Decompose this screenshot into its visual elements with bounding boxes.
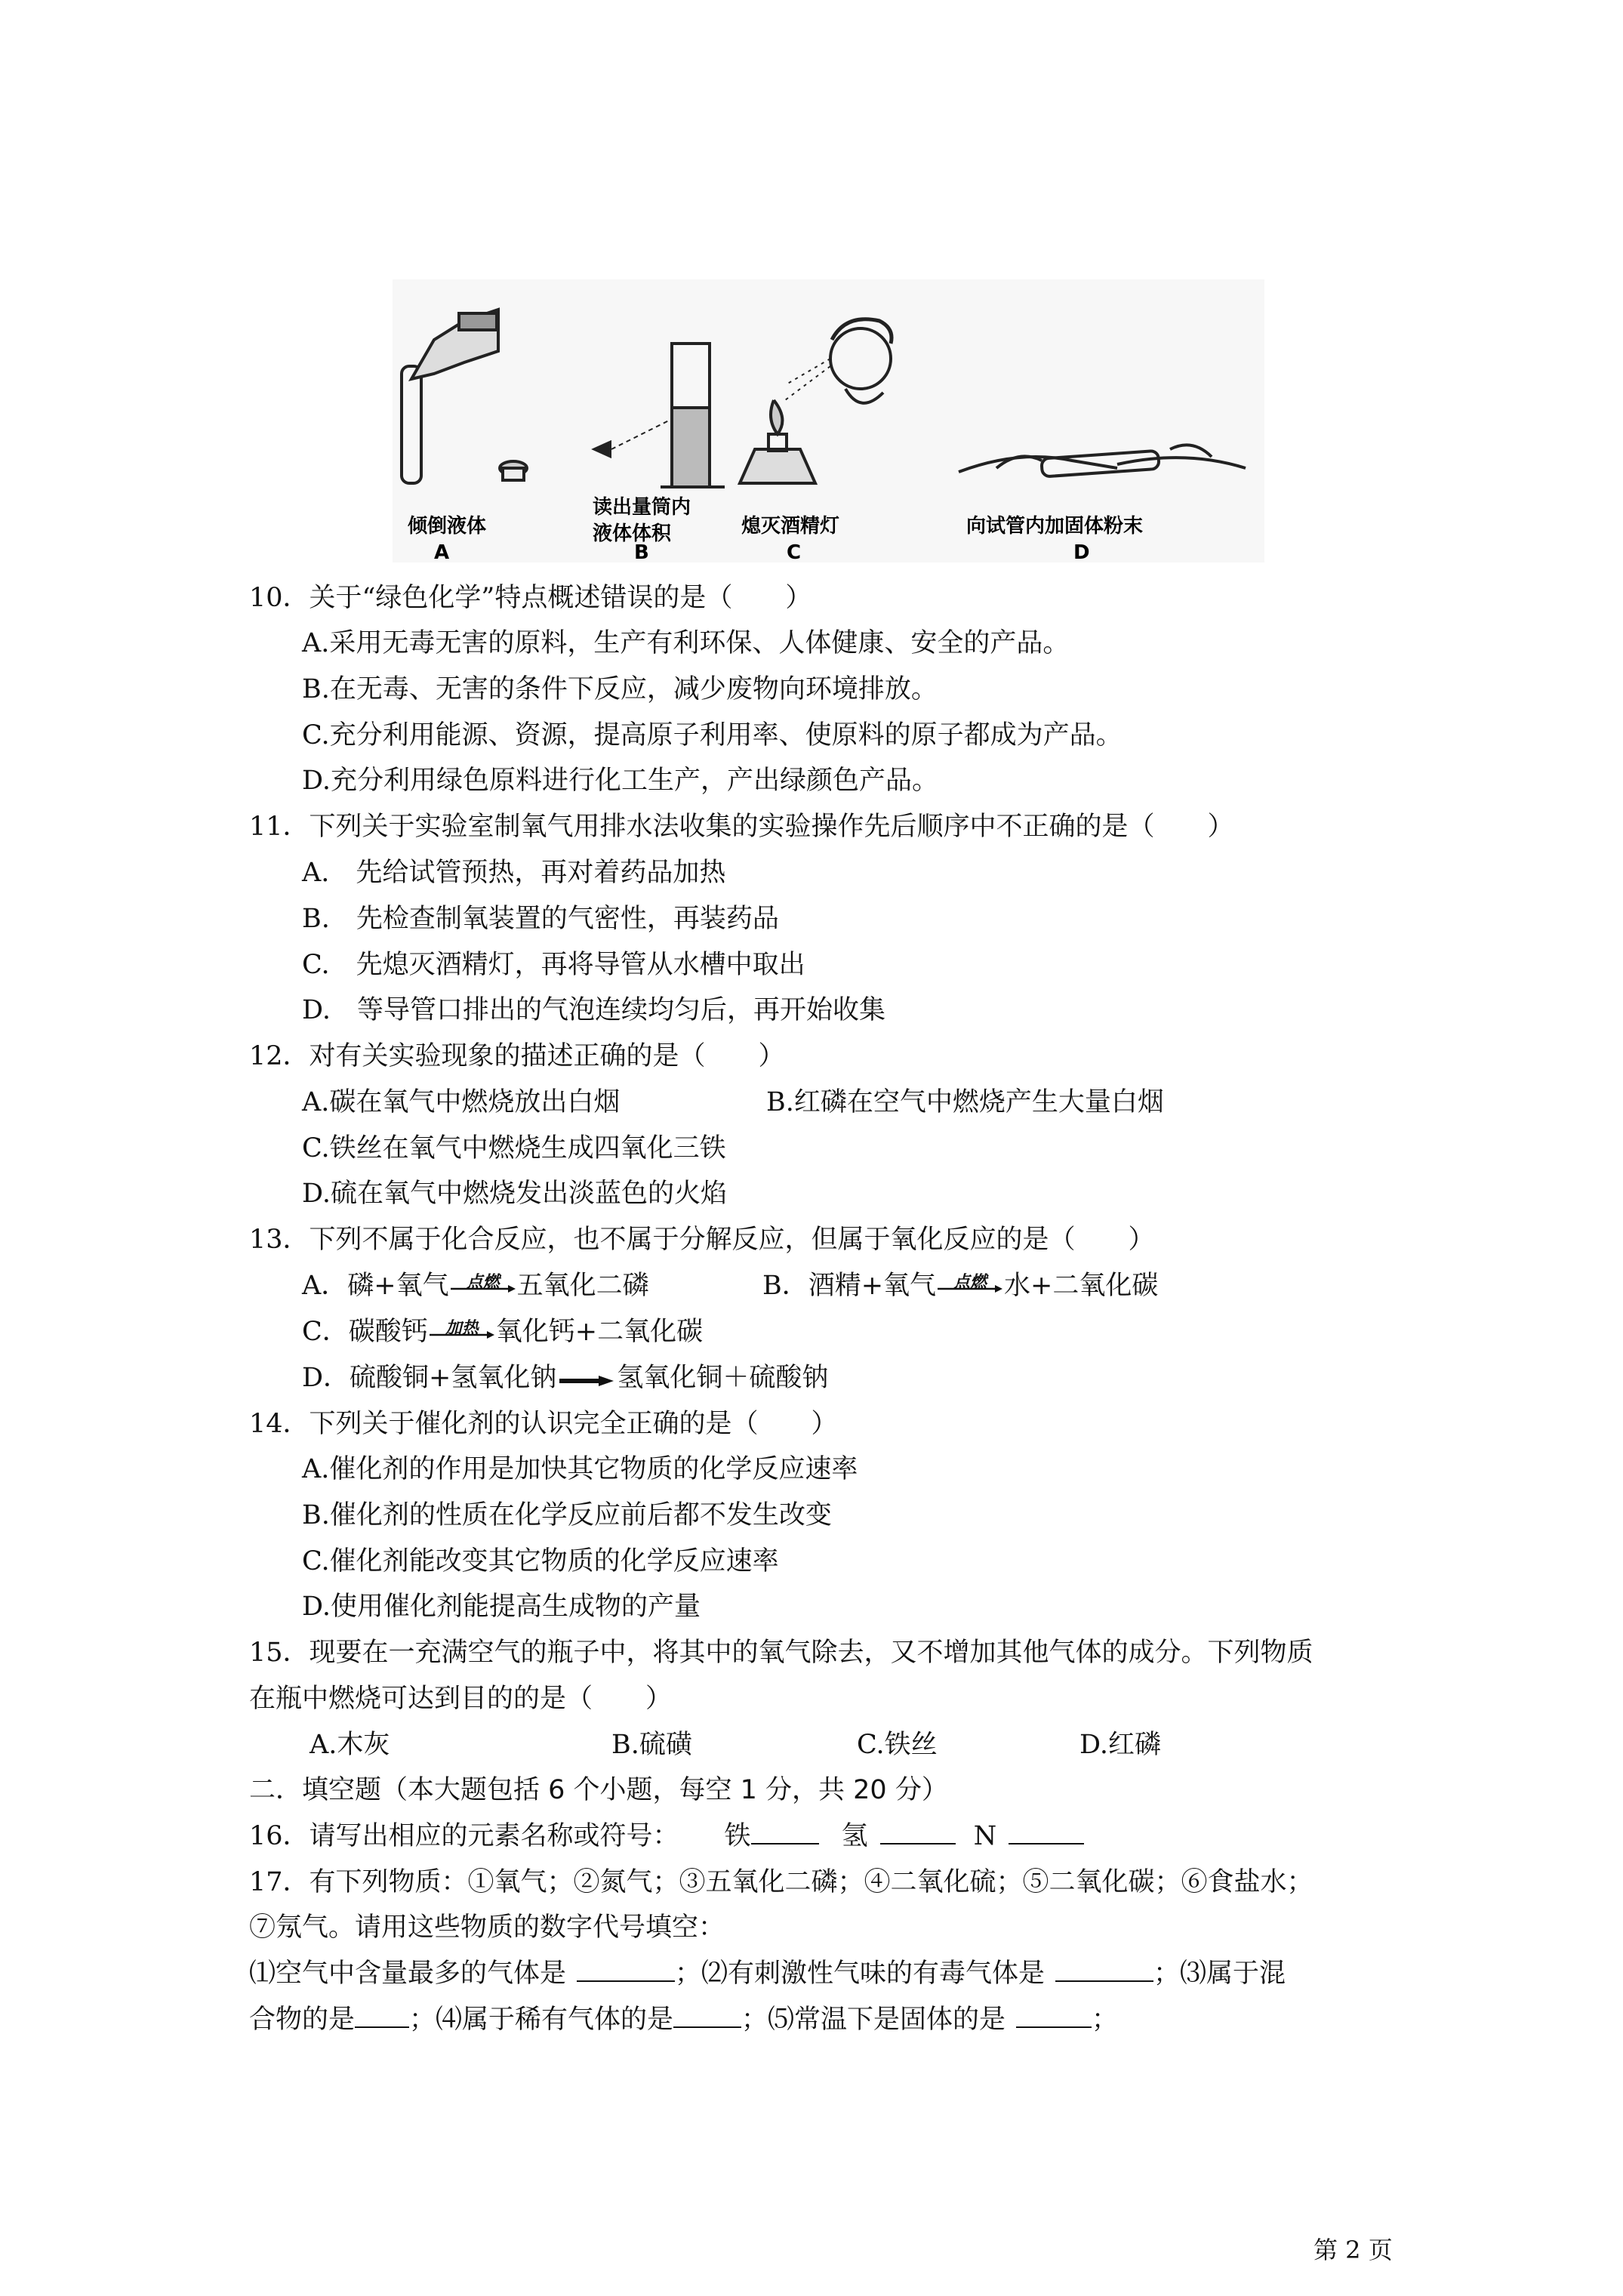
label-b-letter: B <box>634 541 649 562</box>
q13-a-products: 五氧化二磷 <box>516 1271 649 1301</box>
q13-b-products: 水+二氧化碳 <box>1004 1271 1159 1301</box>
q15-option-a: A.木灰 <box>310 1730 390 1760</box>
q17-blank-1[interactable] <box>577 1958 675 1982</box>
q12-option-c: C.铁丝在氧气中燃烧生成四氧化三铁 <box>302 1133 726 1163</box>
q16-blank-3[interactable] <box>1009 1820 1084 1845</box>
q13-c-products: 氧化钙+二氧化碳 <box>495 1317 704 1347</box>
q13-d-reactants: D．硫酸铜+氢氧化钠 <box>302 1363 557 1393</box>
q17-line-3 <box>249 1955 1286 1992</box>
q10-option-c: C.充分利用能源、资源，提高原子利用率、使原料的原子都成为产品。 <box>302 720 1123 750</box>
q16-item-iron: 铁 <box>724 1821 751 1851</box>
q15-option-b: B.硫磺 <box>611 1730 692 1760</box>
reaction-arrow-icon <box>936 1284 1004 1294</box>
q17-part-5: ；⑷属于稀有气体的是 <box>409 2005 674 2035</box>
q13-c-reactants: C．碳酸钙 <box>302 1317 428 1347</box>
q11-stem: 11．下列关于实验室制氧气用排水法收集的实验操作先后顺序中不正确的是（ ） <box>249 812 1234 842</box>
q13-a-reactants: A．磷+氧气 <box>302 1271 449 1301</box>
q14-option-c: C.催化剂能改变其它物质的化学反应速率 <box>302 1546 779 1576</box>
q17-blank-2[interactable] <box>1055 1958 1153 1982</box>
q17-blank-5[interactable] <box>1016 2004 1092 2028</box>
q15-stem-line-1: 15．现要在一充满空气的瓶子中，将其中的氧气除去，又不增加其他气体的成分。下列物质 <box>249 1638 1313 1668</box>
q17-part-2: ；⑵有刺激性气味的有毒气体是 <box>675 1959 1046 1989</box>
q14-option-a: A.催化剂的作用是加快其它物质的化学反应速率 <box>302 1454 858 1484</box>
q11-option-d: D. 等导管口排出的气泡连续均匀后，再开始收集 <box>302 995 885 1025</box>
label-c-letter: C <box>787 541 802 562</box>
label-d-text: 向试管内加固体粉末 <box>966 515 1144 538</box>
q13-a-condition: 点燃 <box>466 1271 500 1292</box>
q16-item-n: N <box>973 1821 997 1851</box>
label-b-text-1: 读出量筒内 <box>593 496 691 519</box>
q12-stem: 12．对有关实验现象的描述正确的是（ ） <box>249 1041 785 1071</box>
section-2-title: 二．填空题（本大题包括 6 个小题，每空 1 分，共 20 分） <box>249 1775 948 1805</box>
q17-line-1: 17．有下列物质：①氧气；②氮气；③五氧化二磷；④二氧化硫；⑤二氧化碳；⑥食盐水； <box>249 1867 1313 1897</box>
q13-d-products: 氢氧化铜＋硫酸钠 <box>617 1363 829 1393</box>
q10-option-d: D.充分利用绿色原料进行化工生产，产出绿颜色产品。 <box>302 766 938 796</box>
q10-option-a: A.采用无毒无害的原料，生产有利环保、人体健康、安全的产品。 <box>302 628 1070 658</box>
q11-option-b: B. 先检查制氧装置的气密性，再装药品 <box>302 904 779 934</box>
q16-line <box>249 1818 1084 1854</box>
q12-option-a: A.碳在氧气中燃烧放出白烟 <box>302 1087 621 1117</box>
q13-b-arrow <box>936 1271 1004 1299</box>
q17-part-6: ；⑸常温下是固体的是 <box>741 2005 1006 2035</box>
label-d-letter: D <box>1073 541 1090 562</box>
label-c-text: 熄灭酒精灯 <box>741 515 840 538</box>
q17-part-4: 合物的是 <box>249 2005 356 2035</box>
q13-option-c <box>302 1314 703 1350</box>
page-number: 第 2 页 <box>1313 2236 1393 2264</box>
q17-blank-4[interactable] <box>673 2004 741 2028</box>
q13-c-condition: 加热 <box>445 1318 479 1338</box>
q12-option-b: B.红磷在空气中燃烧产生大量白烟 <box>766 1087 1164 1117</box>
q11-option-a: A. 先给试管预热，再对着药品加热 <box>302 858 726 888</box>
thick-arrow-icon <box>556 1376 617 1386</box>
q13-d-arrow <box>556 1368 617 1391</box>
q13-option-a <box>302 1268 649 1304</box>
q11-option-c: C. 先熄灭酒精灯，再将导管从水槽中取出 <box>302 950 805 980</box>
q17-part-3: ；⑶属于混 <box>1153 1959 1286 1989</box>
q17-line-2: ⑦氖气。请用这些物质的数字代号填空： <box>249 1912 725 1943</box>
q15-option-d: D.红磷 <box>1079 1730 1161 1760</box>
q10-stem: 10．关于“绿色化学”特点概述错误的是（ ） <box>249 583 812 613</box>
q14-stem: 14．下列关于催化剂的认识完全正确的是（ ） <box>249 1409 838 1439</box>
q15-stem-line-2: 在瓶中燃烧可达到目的的是（ ） <box>249 1684 673 1714</box>
label-a-letter: A <box>434 541 450 562</box>
q14-option-b: B.催化剂的性质在化学反应前后都不发生改变 <box>302 1500 832 1530</box>
q12-option-d: D.硫在氧气中燃烧发出淡蓝色的火焰 <box>302 1179 727 1209</box>
q13-a-arrow <box>449 1271 517 1299</box>
reaction-arrow-icon <box>449 1284 517 1294</box>
q17-part-1: ⑴空气中含量最多的气体是 <box>249 1959 567 1989</box>
q17-blank-3[interactable] <box>355 2004 409 2028</box>
label-b-text-2: 液体体积 <box>593 522 672 545</box>
q13-c-arrow <box>428 1318 496 1345</box>
reaction-arrow-icon <box>428 1330 496 1340</box>
q10-option-b: B.在无毒、无害的条件下反应，减少废物向环境排放。 <box>302 674 938 704</box>
q13-option-d <box>302 1360 828 1396</box>
q16-blank-2[interactable] <box>880 1820 956 1845</box>
q16-item-hydrogen: 氢 <box>841 1821 868 1851</box>
q14-option-d: D.使用催化剂能提高生成物的产量 <box>302 1592 701 1622</box>
q13-stem: 13．下列不属于化合反应，也不属于分解反应，但属于氧化反应的是（ ） <box>249 1225 1155 1255</box>
q17-line-4 <box>249 2002 1118 2038</box>
q16-stem: 16．请写出相应的元素名称或符号： <box>249 1821 679 1851</box>
label-a-text: 倾倒液体 <box>408 515 487 538</box>
q15-option-c: C.铁丝 <box>857 1730 938 1760</box>
q13-option-b <box>762 1268 1158 1304</box>
q17-part-7: ； <box>1092 2005 1119 2035</box>
q13-b-condition: 点燃 <box>953 1271 987 1292</box>
q13-b-reactants: B．酒精+氧气 <box>762 1271 937 1301</box>
lab-operations-figure <box>393 279 1264 562</box>
q16-blank-1[interactable] <box>751 1820 819 1845</box>
